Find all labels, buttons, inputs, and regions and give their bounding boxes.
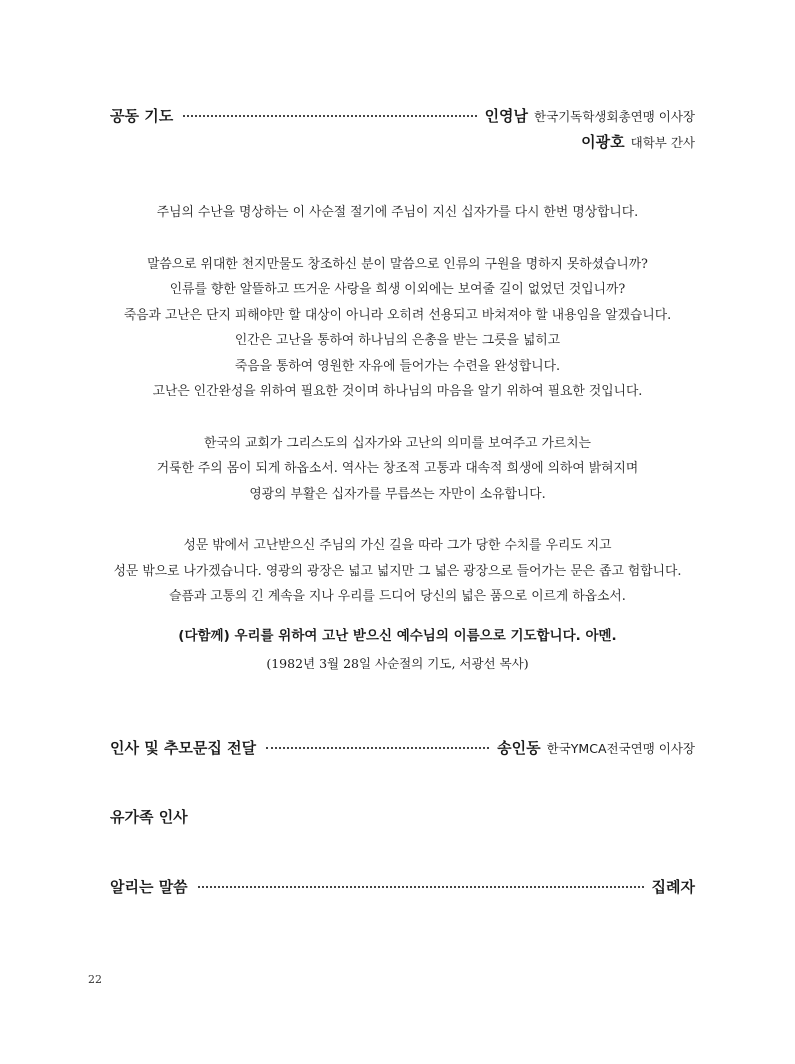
- leader-dots: [266, 747, 489, 749]
- notice-item-row: [110, 876, 695, 897]
- greeting-leader-role: 한국YMCA전국연맹 이사장: [546, 741, 695, 756]
- notice-leader-name: 집례자: [651, 878, 695, 896]
- prayer-line: 영광의 부활은 십자가를 무릅쓰는 자만이 소유합니다.: [249, 486, 546, 502]
- prayer-line: 죽음과 고난은 단지 피해야만 할 대상이 아니라 오히려 선용되고 바쳐져야 할 내용임을 알겠습니다.: [123, 307, 672, 323]
- greeting-leader-name: 송인동: [497, 739, 541, 757]
- prayer-line: 인간은 고난을 통하여 하나님의 은총을 받는 그릇을 넓히고: [234, 333, 561, 348]
- family-item-title: 유가족 인사: [110, 808, 188, 826]
- prayer-paragraph-3: [60, 431, 735, 508]
- prayer-line: 주님의 수난을 명상하는 이 사순절 절기에 주님이 지신 십자가를 다시 한번 명상합니다.: [156, 205, 639, 220]
- prayer-leader-2-role: 대학부 간사: [630, 135, 695, 150]
- prayer-leader-1-name: 인영남: [484, 107, 529, 125]
- greeting-item-title: 인사 및 추모문집 전달: [110, 739, 257, 757]
- prayer-paragraph-4: [60, 533, 735, 610]
- prayer-source: (1982년 3월 28일 사순절의 기도, 서광선 목사): [266, 656, 529, 671]
- prayer-line: 성문 밖으로 나가겠습니다. 영광의 광장은 넓고 넓지만 그 넓은 광장으로 들어가는 문은 좁고 험합니다.: [113, 563, 682, 579]
- greeting-item-row: [110, 737, 695, 758]
- prayer-line: 거룩한 주의 몸이 되게 하옵소서. 역사는 창조적 고통과 대속적 희생에 의하여 밝혀지며: [156, 461, 639, 476]
- prayer-leader-1-role: 한국기독학생회총연맹 이사장: [534, 109, 695, 124]
- family-item-row: [110, 806, 695, 827]
- leader-dots: [198, 886, 644, 888]
- prayer-line: 슬픔과 고통의 긴 계속을 지나 우리를 드디어 당신의 넓은 품으로 이르게 하옵소서.: [169, 589, 626, 604]
- prayer-paragraph-1: [60, 200, 735, 226]
- notice-item-title: 알리는 말씀: [110, 878, 188, 896]
- prayer-line: 인류를 향한 알뜰하고 뜨거운 사랑을 희생 이외에는 보여줄 길이 없었던 것입니까?: [169, 282, 626, 297]
- prayer-line: 한국의 교회가 그리스도의 십자가와 고난의 의미를 보여주고 가르치는: [204, 435, 591, 451]
- prayer-body: [60, 200, 735, 636]
- prayer-line: 성문 밖에서 고난받으신 주님의 가신 길을 따라 그가 당한 수치를 우리도 지고: [183, 538, 612, 553]
- closing-amen: (다함께) 우리를 위하여 고난 받으신 예수님의 이름으로 기도합니다. 아멘.: [178, 628, 617, 644]
- prayer-closing: [0, 624, 795, 672]
- prayer-line: 고난은 인간완성을 위하여 필요한 것이며 하나님의 마음을 알기 위하여 필요한 것입니다.: [152, 384, 643, 399]
- prayer-line: 죽음을 통하여 영원한 자유에 들어가는 수련을 완성합니다.: [234, 358, 561, 374]
- prayer-item-row: [110, 105, 695, 126]
- prayer-line: 말씀으로 위대한 천지만물도 창조하신 분이 말씀으로 인류의 구원을 명하지 못하셨습니까?: [147, 256, 648, 272]
- page-number: 22: [88, 973, 102, 986]
- prayer-leader-2: [581, 131, 695, 152]
- prayer-item-title: 공동 기도: [110, 107, 174, 125]
- prayer-leader-2-name: 이광호: [581, 133, 625, 151]
- prayer-paragraph-2: [60, 252, 735, 405]
- leader-dots: [183, 115, 476, 117]
